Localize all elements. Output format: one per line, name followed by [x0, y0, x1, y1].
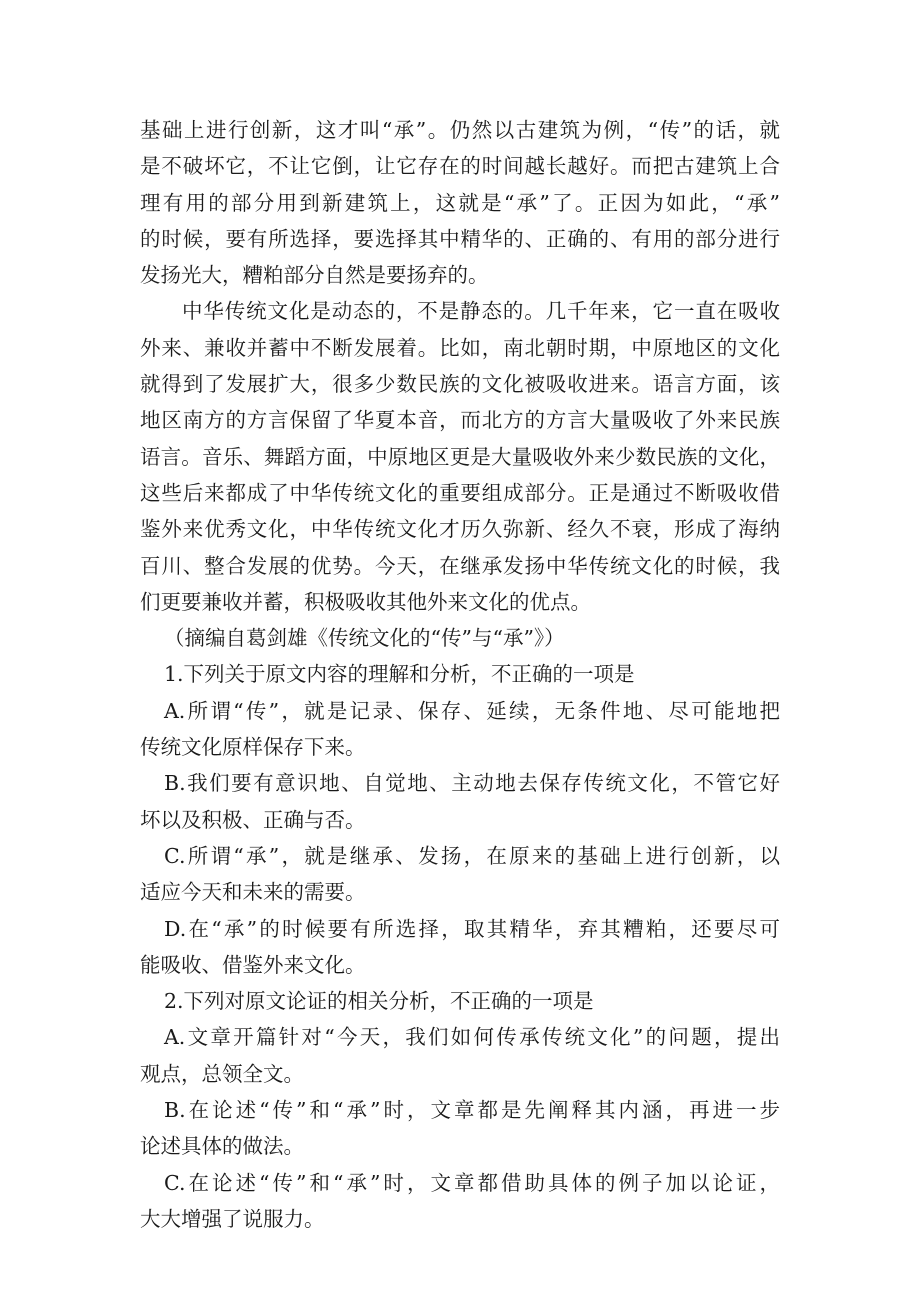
text-line: 的时候，要有所选择，要选择其中精华的、正确的、有用的部分进行: [140, 226, 780, 251]
paragraph-2: [140, 293, 780, 620]
text-line: 百川、整合发展的优势。今天，在继承发扬中华传统文化的时候，我: [140, 553, 780, 578]
option-line: 传统文化原样保存下来。: [140, 735, 366, 760]
question-1: [140, 656, 780, 983]
option-line: B.在论述“传”和“承”时，文章都是先阐释其内涵，再进一步: [164, 1098, 780, 1123]
option-d: [140, 911, 780, 984]
question-stem: 1.下列关于原文内容的理解和分析，不正确的一项是: [164, 662, 635, 687]
option-line: A.文章开篇针对“今天，我们如何传承传统文化”的问题，提出: [164, 1025, 780, 1050]
text-line: 地区南方的方言保留了华夏本音，而北方的方言大量吸收了外来民族: [140, 408, 780, 433]
text-line: 发扬光大，糟粕部分自然是要扬弃的。: [140, 263, 489, 288]
text-line: 中华传统文化是动态的，不是静态的。几千年来，它一直在吸收: [182, 299, 780, 324]
text-line: 们更要兼收并蓄，积极吸收其他外来文化的优点。: [140, 589, 591, 614]
option-line: A.所谓“传”，就是记录、保存、延续，无条件地、尽可能地把: [164, 698, 780, 723]
question-stem: 2.下列对原文论证的相关分析，不正确的一项是: [164, 989, 594, 1014]
question-2: [140, 983, 780, 1237]
text-line: 就得到了发展扩大，很多少数民族的文化被吸收进来。语言方面，该: [140, 372, 780, 397]
option-line: 适应今天和未来的需要。: [140, 880, 366, 905]
paragraph-1: [140, 112, 780, 293]
text-line: 基础上进行创新，这才叫“承”。仍然以古建筑为例，“传”的话，就: [140, 118, 780, 142]
option-c: [140, 838, 780, 911]
source-citation: （摘编自葛剑雄《传统文化的“传”与“承”》）: [164, 626, 565, 651]
option-a: [140, 693, 780, 766]
option-line: 坏以及积极、正确与否。: [140, 807, 366, 832]
option-line: C.所谓“承”，就是继承、发扬，在原来的基础上进行创新，以: [164, 843, 780, 868]
option-line: 论述具体的做法。: [140, 1134, 304, 1159]
document-page: [140, 112, 780, 1237]
option-line: 能吸收、借鉴外来文化。: [140, 952, 366, 977]
option-line: 大大增强了说服力。: [140, 1206, 325, 1231]
text-line: 鉴外来优秀文化，中华传统文化才历久弥新、经久不衰，形成了海纳: [140, 517, 780, 542]
text-line: 外来、兼收并蓄中不断发展着。比如，南北朝时期，中原地区的文化: [140, 335, 780, 360]
text-line: 语言。音乐、舞蹈方面，中原地区更是大量吸收外来少数民族的文化，: [140, 444, 780, 469]
option-b: [140, 1092, 780, 1165]
text-line: 理有用的部分用到新建筑上，这就是“承”了。正因为如此，“承”: [140, 190, 780, 215]
option-a: [140, 1019, 780, 1092]
option-b: [140, 765, 780, 838]
option-line: D.在“承”的时候要有所选择，取其精华，弃其糟粕，还要尽可: [164, 916, 780, 941]
option-line: B.我们要有意识地、自觉地、主动地去保存传统文化，不管它好: [164, 771, 780, 796]
option-line: 观点，总领全文。: [140, 1061, 304, 1086]
option-line: C.在论述“传”和“承”时，文章都借助具体的例子加以论证，: [164, 1170, 780, 1195]
text-line: 是不破坏它，不让它倒，让它存在的时间越长越好。而把古建筑上合: [140, 154, 780, 179]
option-c: [140, 1165, 780, 1238]
text-line: 这些后来都成了中华传统文化的重要组成部分。正是通过不断吸收借: [140, 480, 780, 505]
